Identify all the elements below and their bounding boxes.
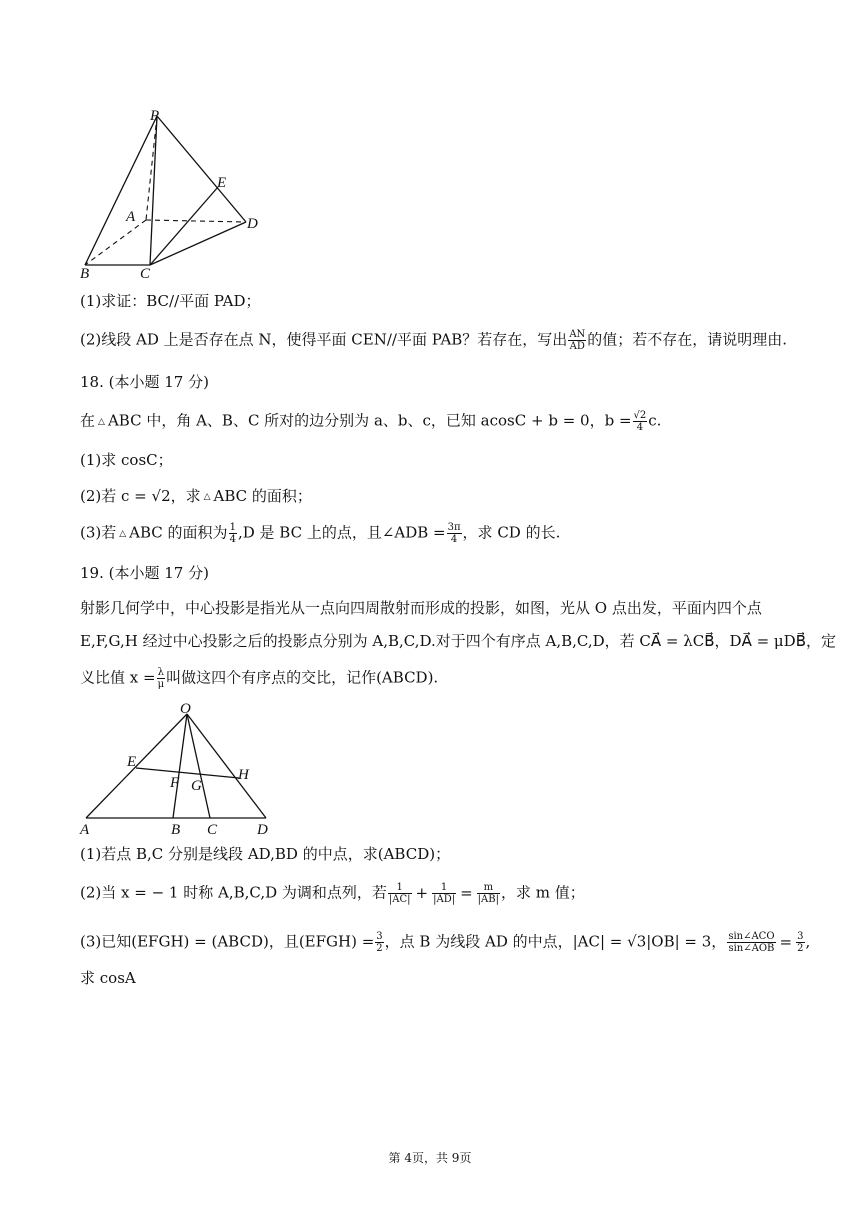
- q19-part3-fraction-3: [796, 931, 804, 954]
- q19-stem-line3-text-b: 叫做这四个有序点的交比，记作(ABCD).: [166, 668, 439, 687]
- q19-part2: [80, 882, 585, 905]
- fraction-numerator: 3π: [447, 522, 461, 533]
- fraction-numerator: sin∠ACO: [728, 931, 775, 942]
- q19-ratio-fraction: [157, 667, 166, 690]
- q18-stem-text-b: ABC 中，角 A、B、C 所对的边分别为 a、b、c，已知 acosC + b = 0，b =: [107, 411, 632, 430]
- pyramid-figure: [70, 100, 280, 285]
- edge-pa: [146, 116, 157, 220]
- q18-part3-text-b: ABC 的面积为: [129, 523, 228, 542]
- label-b: B: [171, 822, 181, 838]
- q18-part3-fraction-angle: [447, 522, 462, 545]
- fraction-numerator: 3: [797, 931, 804, 942]
- line-eh: [136, 768, 239, 778]
- fraction-denominator: 2: [797, 943, 804, 954]
- fraction-numerator: AN: [569, 329, 586, 340]
- label-f: F: [170, 775, 180, 791]
- q18-part3-text-d: ，求 CD 的长.: [462, 523, 561, 542]
- fraction-numerator: m: [477, 882, 500, 894]
- fraction-denominator: 4: [636, 422, 644, 433]
- equals-sign: =: [779, 932, 793, 951]
- q19-header: 19. (本小题 17 分): [80, 564, 209, 582]
- q19-stem-line3-text-a: 义比值 x =: [80, 668, 156, 687]
- label-e: E: [217, 175, 227, 191]
- plus-sign: +: [415, 883, 429, 902]
- fraction-denominator: |AC|: [388, 894, 411, 905]
- edge-cd: [150, 222, 246, 265]
- q19-stem-line1: 射影几何学中，中心投影是指光从一点向四周散射而形成的投影，如图，光从 O 点出发，平面内四个点: [80, 599, 762, 617]
- fraction-denominator: 4: [229, 534, 236, 545]
- q19-part3-fraction-1: [375, 931, 383, 954]
- q17-part1: (1)求证：BC//平面 PAD；: [80, 292, 261, 310]
- q19-part2-fraction-3: [477, 882, 500, 905]
- q18-part3-text-a: (3)若: [80, 523, 117, 542]
- q18-stem-fraction: [633, 410, 648, 433]
- q19-part3-text-b: ，点 B 为线段 AD 的中点，|AC| = √3|OB| = 3，: [384, 932, 727, 951]
- q17-part2-text-b: 的值；若不存在，请说明理由.: [587, 330, 788, 349]
- q17-part2-fraction: [568, 329, 586, 352]
- q19-part3: [80, 931, 810, 954]
- label-a: A: [80, 822, 90, 838]
- edge-ce: [150, 187, 218, 265]
- q19-part2-fraction-1: [388, 882, 412, 905]
- fraction-numerator: 1: [388, 882, 412, 894]
- label-a: A: [126, 209, 136, 225]
- q18-stem-text-c: c.: [648, 411, 662, 430]
- edge-pb: [85, 116, 157, 265]
- q19-part3-fraction-sine: [727, 931, 775, 954]
- label-g: G: [191, 778, 202, 794]
- projection-figure: [70, 695, 285, 840]
- fraction-denominator: 2: [376, 943, 383, 954]
- fraction-denominator: |AD|: [433, 894, 456, 905]
- q18-part1: (1)求 cosC；: [80, 451, 173, 469]
- fraction-denominator: μ: [157, 679, 165, 690]
- triangle-icon: △: [119, 528, 127, 539]
- q18-part3-text-c: ,D 是 BC 上的点，且∠ADB =: [237, 523, 446, 542]
- line-ob: [173, 714, 187, 818]
- label-c: C: [140, 266, 151, 282]
- q18-stem: [80, 410, 661, 433]
- q18-part2: [80, 486, 312, 507]
- q18-part3-fraction: [229, 522, 237, 545]
- label-d: D: [257, 822, 268, 838]
- fraction-denominator: 4: [450, 534, 458, 545]
- equals-sign: =: [460, 883, 473, 902]
- q17-part2: [80, 329, 787, 352]
- q19-stem-line3: [80, 667, 438, 690]
- q19-part2-fraction-2: [432, 882, 456, 905]
- triangle-icon: △: [203, 492, 211, 502]
- label-d: D: [247, 216, 258, 232]
- fraction-denominator: sin∠AOB: [728, 943, 775, 954]
- label-e: E: [127, 754, 137, 770]
- q18-part2-text-a: (2)若 c = √2，求: [80, 487, 201, 505]
- label-c: C: [207, 822, 218, 838]
- line-oa: [86, 714, 187, 818]
- edge-ad: [146, 220, 246, 222]
- fraction-numerator: 1: [432, 882, 456, 894]
- q19-part2-text-a: (2)当 x = − 1 时称 A,B,C,D 为调和点列，若: [80, 883, 387, 902]
- q19-stem-line2: E,F,G,H 经过中心投影之后的投影点分别为 A,B,C,D.对于四个有序点 A,B,C,D，若 CA⃗ = λCB⃗，DA⃗ = μDB⃗，定: [80, 632, 836, 650]
- triangle-icon: △: [98, 416, 105, 427]
- q18-part3: [80, 522, 560, 545]
- fraction-denominator: |AB|: [477, 894, 499, 905]
- edge-pc: [150, 116, 157, 265]
- q19-part3-text-a: (3)已知(EFGH) = (ABCD)，且(EFGH) =: [80, 932, 375, 951]
- edge-ab: [85, 220, 146, 265]
- label-o: O: [180, 701, 191, 717]
- q19-part3-line2: 求 cosA: [80, 969, 136, 987]
- q19-part3-text-d: ,: [805, 932, 811, 951]
- q18-part2-text-b: ABC 的面积；: [213, 487, 312, 505]
- fraction-numerator: λ: [157, 667, 164, 678]
- q19-part1: (1)若点 B,C 分别是线段 AD,BD 的中点，求(ABCD)；: [80, 845, 451, 863]
- label-h: H: [238, 767, 249, 783]
- q18-stem-text-a: 在: [80, 411, 96, 430]
- fraction-numerator: 1: [229, 522, 236, 533]
- q18-header: 18. (本小题 17 分): [80, 373, 209, 391]
- q19-part2-text-b: ，求 m 值；: [500, 883, 585, 902]
- fraction-numerator: √2: [633, 410, 647, 421]
- fraction-numerator: 3: [376, 931, 383, 942]
- fraction-denominator: AD: [569, 341, 585, 352]
- label-b: B: [80, 266, 90, 282]
- label-p: P: [150, 108, 160, 124]
- page-footer: 第 4页，共 9页: [388, 1151, 472, 1165]
- q17-part2-text-a: (2)线段 AD 上是否存在点 N，使得平面 CEN//平面 PAB？若存在，写出: [80, 330, 568, 349]
